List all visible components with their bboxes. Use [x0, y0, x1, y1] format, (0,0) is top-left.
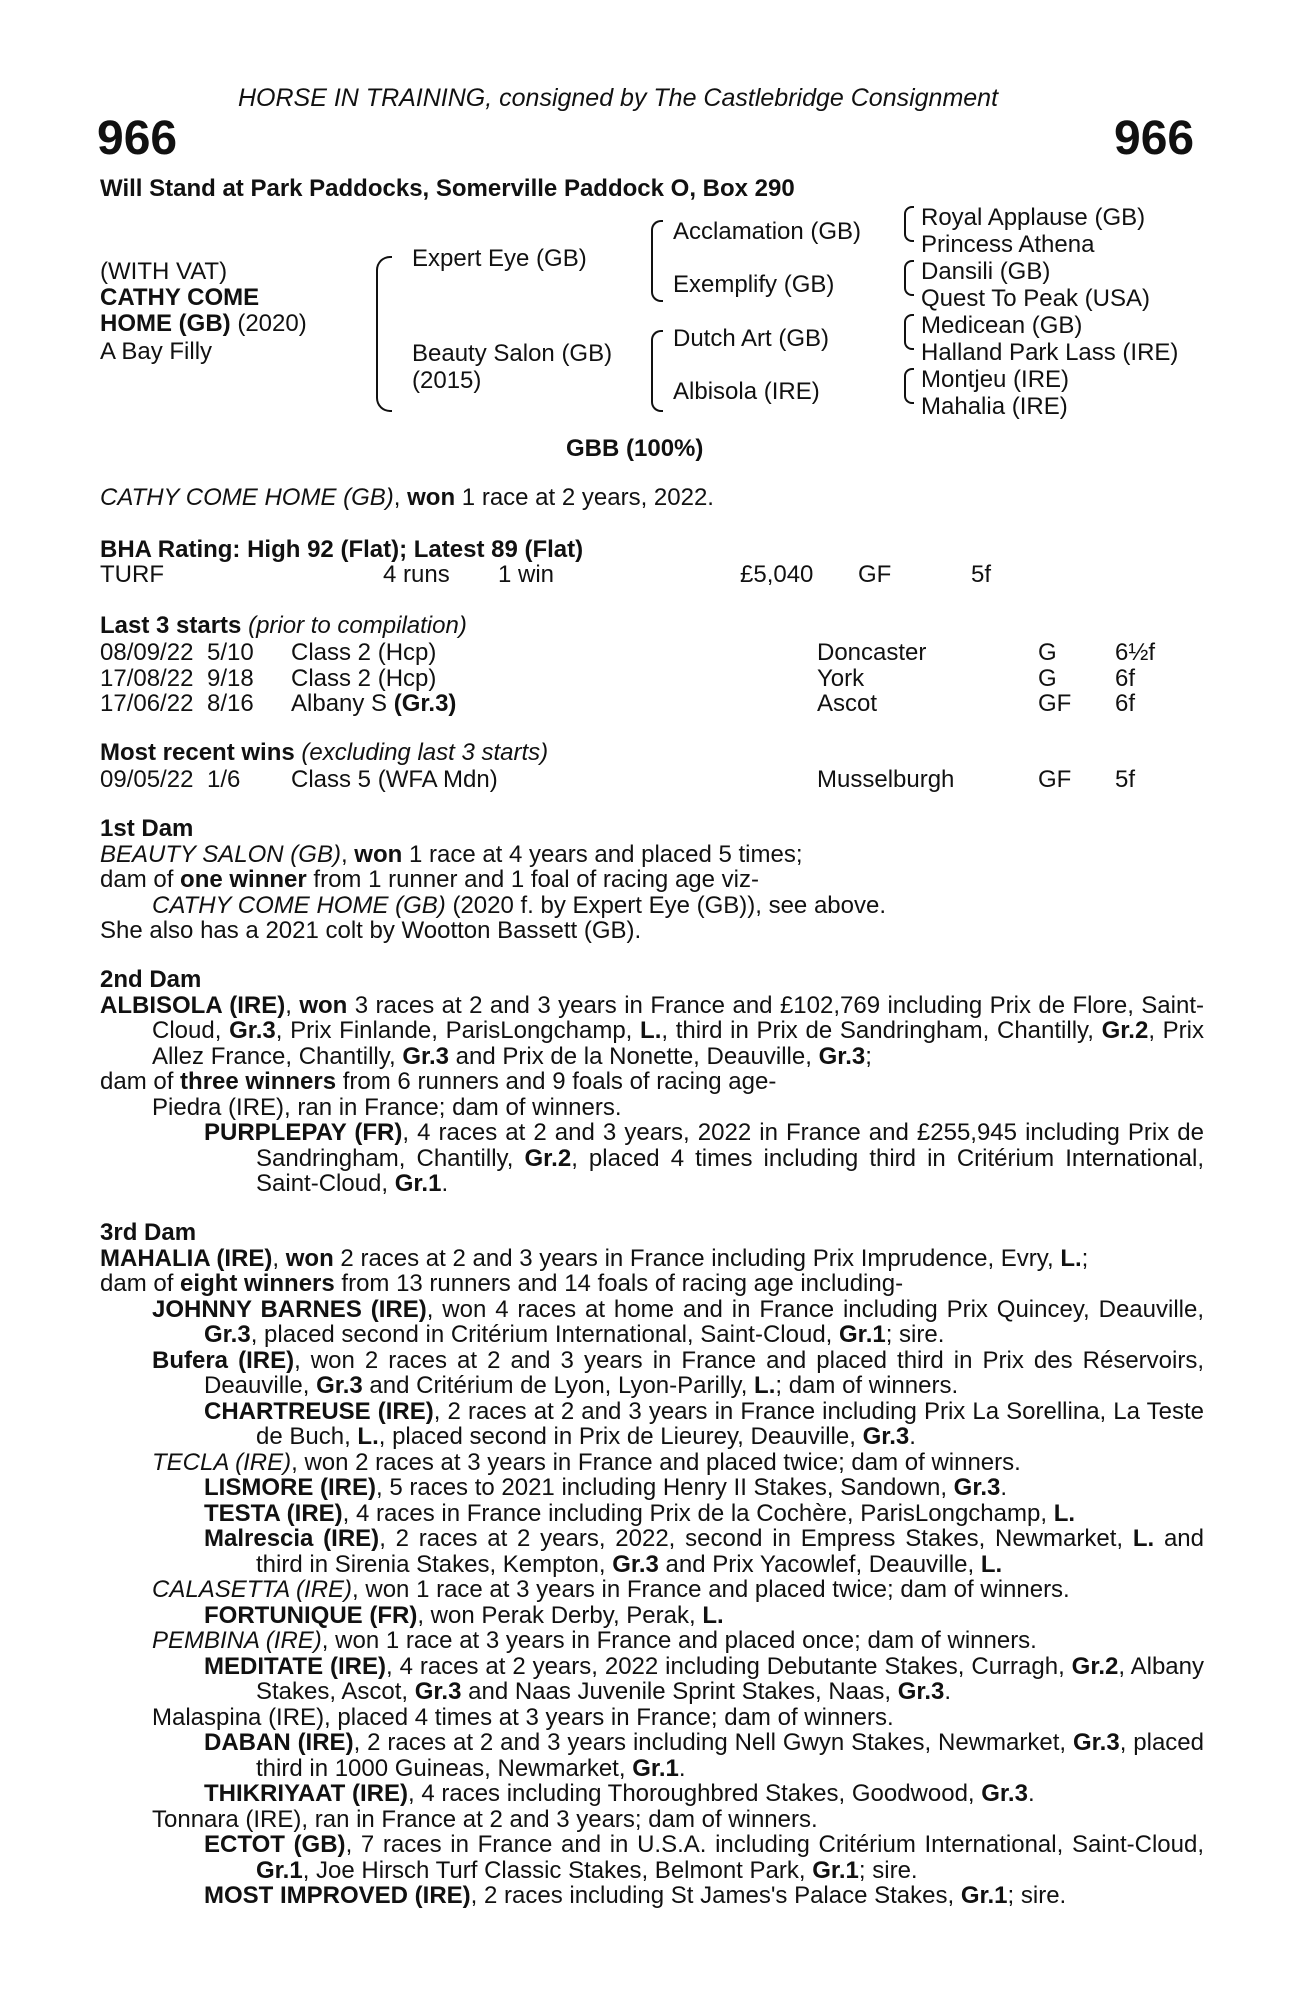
bufera-text-b: and Critérium de Lyon, Lyon-Parilly, [362, 1372, 755, 1399]
second-dam-won: won [299, 991, 348, 1019]
malrescia-text-c: and Prix Yacowlef, Deauville, [658, 1550, 981, 1578]
grade-label: Gr.1 [812, 1856, 859, 1884]
pembina-entry [100, 1628, 1204, 1654]
race-position: 1/6 [207, 766, 241, 793]
third-dam-text-b: ; [1081, 1244, 1089, 1272]
second-dam-text-c: , third in Prix de Sandringham, Chantilly, [661, 1017, 1102, 1044]
first-dam-section [100, 816, 1204, 944]
pembina-text: , won 1 race at 3 years in France and placed once; dam of winners. [321, 1627, 1037, 1654]
johnny-barnes-entry [100, 1297, 1204, 1348]
chartreuse-name: CHARTREUSE (IRE) [204, 1397, 434, 1425]
race-date: 17/08/22 [100, 664, 194, 692]
grade-label: Gr.1 [839, 1321, 886, 1348]
fortunique-name: FORTUNIQUE (FR) [204, 1601, 418, 1629]
third-dam-section [100, 1220, 1204, 1909]
thikriyaat-entry [100, 1781, 1204, 1807]
rating-prize: £5,040 [740, 561, 814, 588]
first-dam-record: 1 race at 4 years and placed 5 times; [402, 840, 803, 868]
brace-g56 [904, 314, 914, 350]
testa-text-a: , 4 races in France including Prix de la Cochère, ParisLongchamp, [342, 1499, 1054, 1527]
daban-text-b: , placed third in 1000 Guineas, Newmarket, [256, 1729, 1204, 1782]
first-dam-line3 [100, 893, 1204, 919]
second-dam-para4 [100, 1120, 1204, 1197]
second-dam-para2 [100, 1069, 1204, 1095]
last3-note: (prior to compilation) [241, 612, 467, 639]
first-dam-damof: dam of [100, 866, 181, 893]
lismore-entry [100, 1475, 1204, 1501]
daban-entry [100, 1730, 1204, 1781]
race-summary: CATHY COME HOME (GB), won 1 race at 2 years, 2022. [100, 484, 714, 511]
granddam-line-5: Medicean (GB) [921, 312, 1083, 339]
ectot-text-b: , Joe Hirsch Turf Classic Stakes, Belmont Park, [302, 1856, 813, 1884]
rating-row [100, 562, 1220, 588]
first-dam-won: won [354, 840, 403, 868]
race-course: York [817, 664, 865, 692]
dam: Beauty Salon (GB) [412, 340, 613, 367]
race-distance: 5f [1115, 766, 1136, 793]
bha-rating-title: BHA Rating: High 92 (Flat); Latest 89 (Flat) [100, 536, 584, 563]
grade-label: Gr.3 [981, 1780, 1028, 1807]
first-dam-line4: She also has a 2021 colt by Wootton Bassett (GB). [100, 917, 642, 944]
race-going: G [1038, 664, 1057, 692]
most-improved-name: MOST IMPROVED (IRE) [204, 1882, 471, 1909]
grade-label: Gr.3 [1072, 1729, 1120, 1756]
second-dam-para3: Piedra (IRE), ran in France; dam of winners. [152, 1093, 622, 1121]
third-dam-name: MAHALIA (IRE) [100, 1244, 273, 1272]
fortunique-text-a: , won Perak Derby, Perak, [417, 1601, 703, 1629]
third-dam-winners: eight winners [180, 1270, 335, 1297]
johnny-text-b: , placed second in Critérium International, Saint-Cloud, [250, 1321, 840, 1348]
second-dam-title: 2nd Dam [100, 966, 202, 993]
grade-label: Gr.3 [818, 1042, 866, 1070]
ectot-entry [100, 1832, 1204, 1883]
race-distance: 6½f [1115, 639, 1156, 666]
dam-year: (2015) [412, 367, 482, 394]
horse-year: (2020) [230, 310, 307, 337]
granddam-line-2: Princess Athena [921, 231, 1095, 258]
grade-label: Gr.1 [632, 1754, 679, 1782]
malrescia-text-b: and third in Sirenia Stakes, Kempton, [256, 1525, 1204, 1578]
second-dam-section [100, 967, 1204, 1197]
third-dam-para1: MAHALIA (IRE), won 2 races at 2 and 3 years in France including Prix Imprudence, Evry, L.; [100, 1244, 1089, 1272]
second-dam-name: ALBISOLA (IRE) [100, 991, 286, 1019]
first-dam-line1: BEAUTY SALON (GB), won 1 race at 4 years and placed 5 times; [100, 840, 803, 868]
third-dam-title: 3rd Dam [100, 1219, 197, 1246]
lot-number-right: 966 [1114, 112, 1195, 165]
chartreuse-text-b: , placed second in Prix de Lieurey, Deauville, [378, 1423, 863, 1450]
second-dam-text-b: , Prix Finlande, ParisLongchamp, [275, 1017, 641, 1044]
brace-sire-parents [651, 220, 663, 302]
race-class: Class 2 (Hcp) [291, 664, 437, 692]
meditate-text-b: , Albany Stakes, Ascot, [256, 1652, 1204, 1705]
grade-label: Gr.3 [953, 1474, 1001, 1501]
meditate-text-d: . [944, 1678, 952, 1705]
grade-label: Gr.1 [960, 1882, 1008, 1909]
grade-label: L. [640, 1017, 662, 1044]
recent-wins-title: Most recent wins [100, 739, 295, 766]
race-date: 17/06/22 [100, 690, 194, 717]
second-dam-text-d: , Prix Allez France, Chantilly, [152, 1017, 1205, 1070]
thikriyaat-text-b: . [1027, 1780, 1035, 1807]
johnny-barnes-name: JOHNNY BARNES (IRE) [152, 1295, 427, 1323]
dam-sire: Dutch Art (GB) [673, 325, 830, 352]
race-course: Doncaster [817, 639, 927, 666]
race-position: 5/10 [207, 639, 254, 666]
recent-wins-heading [100, 740, 548, 766]
rating-surface: TURF [100, 561, 164, 588]
race-course: Ascot [817, 690, 878, 717]
consignor-line: HORSE IN TRAINING, consigned by The Castlebridge Consignment [238, 84, 999, 112]
most-improved-text-a: , 2 races including St James's Palace Stakes, [470, 1882, 961, 1909]
chartreuse-text-a: , 2 races at 2 and 3 years in France including Prix La Sorellina, La Teste de Buch, [256, 1397, 1205, 1450]
first-dam-title: 1st Dam [100, 815, 194, 842]
second-dam-runners: from 6 runners and 9 foals of racing age- [336, 1068, 777, 1095]
bufera-entry [100, 1348, 1204, 1399]
grade-label: L. [980, 1550, 1003, 1578]
race-position: 8/16 [207, 690, 254, 717]
grade-label: Gr.3 [612, 1550, 659, 1578]
rating-distance: 5f [971, 561, 992, 588]
sire-dam: Exemplify (GB) [673, 271, 835, 298]
second-dam-damof: dam of [100, 1068, 181, 1095]
race-row [100, 767, 1220, 793]
brace-g12 [904, 206, 914, 242]
calasetta-text: , won 1 race at 3 years in France and placed twice; dam of winners. [352, 1576, 1070, 1603]
race-going: GF [1038, 690, 1072, 717]
race-going: GF [1038, 766, 1072, 793]
grade-label: Gr.2 [1071, 1652, 1119, 1680]
last3-heading [100, 613, 467, 639]
meditate-entry [100, 1654, 1204, 1705]
race-class: Class 5 (WFA Mdn) [291, 766, 498, 793]
grade-label: Gr.1 [394, 1170, 442, 1197]
race-position: 9/18 [207, 664, 254, 692]
horse-name-line1: CATHY COME [100, 284, 260, 311]
grade-label: Gr.3 [414, 1678, 462, 1705]
grade-label: L. [702, 1601, 724, 1629]
granddam-line-4: Quest To Peak (USA) [921, 285, 1150, 312]
summary-won: won [407, 484, 456, 511]
race-distance: 6f [1115, 664, 1136, 692]
malrescia-name: Malrescia (IRE) [204, 1525, 380, 1552]
first-dam-offspring-name: CATHY COME HOME (GB) [152, 891, 446, 919]
second-dam-text-a: 3 races at 2 and 3 years in France and £102,769 including Prix de Flore, Saint-Cloud, [152, 991, 1204, 1044]
purplepay-text-a: , 4 races at 2 and 3 years, 2022 in France and £255,945 including Prix de Sandringham, Chantilly, [256, 1119, 1204, 1172]
johnny-text-c: ; sire. [885, 1321, 945, 1348]
horse-name-line2 [100, 311, 307, 337]
race-class [291, 691, 456, 717]
grade-label: Gr.3 [897, 1678, 945, 1705]
grade-label: L. [357, 1423, 379, 1450]
horse-description: A Bay Filly [100, 338, 213, 365]
third-dam-para2 [100, 1271, 1204, 1297]
meditate-text-c: and Naas Juvenile Sprint Stakes, Naas, [461, 1678, 898, 1705]
vat-note: (WITH VAT) [100, 258, 228, 285]
first-dam-runners: from 1 runner and 1 foal of racing age viz- [306, 866, 759, 893]
granddam-line-8: Mahalia (IRE) [921, 393, 1068, 420]
lismore-text-a: , 5 races to 2021 including Henry II Stakes, Sandown, [376, 1474, 954, 1501]
bufera-text-a: , won 2 races at 2 and 3 years in France and placed third in Prix des Réservoirs, Deauville, [204, 1346, 1204, 1399]
second-dam-text-f: ; [865, 1042, 872, 1070]
brace-sire-dam [376, 256, 392, 412]
granddam-line-3: Dansili (GB) [921, 258, 1051, 285]
malrescia-text-a: , 2 races at 2 years, 2022, second in Empress Stakes, Newmarket, [379, 1525, 1133, 1552]
testa-name: TESTA (IRE) [204, 1499, 343, 1527]
grade-label: L. [754, 1372, 776, 1399]
daban-name: DABAN (IRE) [204, 1729, 354, 1756]
race-name: Albany S [291, 690, 394, 717]
tecla-entry [100, 1450, 1204, 1476]
first-dam-winners: one winner [180, 866, 307, 893]
race-distance: 6f [1115, 690, 1136, 717]
first-dam-line2 [100, 867, 1204, 893]
ectot-name: ECTOT (GB) [204, 1831, 346, 1858]
race-going: G [1038, 639, 1057, 666]
thikriyaat-text-a: , 4 races including Thoroughbred Stakes, Goodwood, [408, 1780, 982, 1807]
grade-label: Gr.2 [524, 1144, 572, 1172]
sire: Expert Eye (GB) [412, 245, 587, 272]
grade-label: L. [1053, 1499, 1076, 1527]
race-course: Musselburgh [817, 766, 955, 793]
lismore-name: LISMORE (IRE) [204, 1474, 376, 1501]
grade-label: Gr.2 [1101, 1017, 1149, 1044]
purplepay-name: PURPLEPAY (FR) [204, 1119, 403, 1146]
horse-name-part2: HOME (GB) [100, 310, 231, 337]
ectot-text-a: , 7 races in France and in U.S.A. including Critérium International, Saint-Cloud, [345, 1831, 1205, 1858]
johnny-text-a: , won 4 races at home and in France including Prix Quincey, Deauville, [426, 1295, 1204, 1323]
race-class: Class 2 (Hcp) [291, 639, 437, 666]
third-dam-damof: dam of [100, 1270, 181, 1297]
grade-label: Gr.1 [256, 1856, 303, 1884]
chartreuse-entry [100, 1399, 1204, 1450]
calasetta-entry [100, 1577, 1204, 1603]
lismore-text-b: . [1000, 1474, 1008, 1501]
purplepay-text-c: . [441, 1170, 449, 1197]
second-dam-para1: ALBISOLA (IRE), won 3 races at 2 and 3 years in France and £102,769 including Prix de Flore, Saint-Cloud, Gr.3, Prix Finlande, ParisLongchamp, L., third in Prix de Sandringham, Chantilly, Gr.2, Prix Allez France, Chantilly, Gr.3 and Prix de la Nonette, Deauville, Gr.3; [100, 991, 1205, 1070]
third-dam-runners: from 13 runners and 14 foals of racing age including- [334, 1270, 904, 1297]
sire-sire: Acclamation (GB) [673, 218, 862, 245]
rating-runs: 4 runs [383, 561, 450, 588]
granddam-line-1: Royal Applause (GB) [921, 204, 1146, 231]
summary-rest: 1 race at 2 years, 2022. [455, 484, 714, 511]
grade-label: Gr.3 [204, 1321, 251, 1348]
chartreuse-text-c: . [909, 1423, 916, 1450]
rating-wins: 1 win [498, 561, 555, 588]
malrescia-entry [100, 1526, 1204, 1577]
first-dam-offspring-detail: (2020 f. by Expert Eye (GB)), see above. [445, 891, 886, 919]
bufera-text-c: ; dam of winners. [775, 1372, 959, 1399]
granddam-line-7: Montjeu (IRE) [921, 366, 1070, 393]
grade-label: Gr.3 [316, 1372, 363, 1399]
purplepay-text-b: , placed 4 times including third in Critérium International, Saint-Cloud, [256, 1144, 1204, 1197]
thikriyaat-name: THIKRIYAAT (IRE) [204, 1780, 408, 1807]
daban-text-c: . [678, 1754, 686, 1782]
tecla-name: TECLA (IRE) [152, 1448, 292, 1476]
second-dam-text-e: and Prix de la Nonette, Deauville, [449, 1042, 819, 1070]
tecla-text: , won 2 races at 3 years in France and placed twice; dam of winners. [291, 1448, 1021, 1476]
daban-text-a: , 2 races at 2 and 3 years including Nell Gwyn Stakes, Newmarket, [353, 1729, 1073, 1756]
grade-label: (Gr.3) [393, 690, 457, 717]
brace-g78 [904, 368, 914, 404]
meditate-name: MEDITATE (IRE) [204, 1652, 386, 1680]
stand-line: Will Stand at Park Paddocks, Somerville Paddock O, Box 290 [100, 175, 795, 202]
fortunique-entry [100, 1603, 1204, 1629]
grade-label: Gr.3 [862, 1423, 910, 1450]
granddam-line-6: Halland Park Lass (IRE) [921, 339, 1179, 366]
recent-wins-note: (excluding last 3 starts) [294, 739, 549, 766]
race-date: 09/05/22 [100, 766, 194, 793]
lot-number-left: 966 [97, 112, 178, 165]
meditate-text-a: , 4 races at 2 years, 2022 including Debutante Stakes, Curragh, [386, 1652, 1072, 1680]
second-dam-winners: three winners [180, 1068, 337, 1095]
summary-horse-name: CATHY COME HOME (GB) [100, 484, 394, 511]
pembina-name: PEMBINA (IRE) [152, 1627, 322, 1654]
third-dam-text-a: 2 races at 2 and 3 years in France including Prix Imprudence, Evry, [333, 1244, 1061, 1272]
most-improved-text-b: ; sire. [1007, 1882, 1067, 1909]
brace-g34 [904, 260, 914, 296]
grade-label: L. [1060, 1244, 1082, 1272]
rating-going: GF [858, 561, 892, 588]
brace-dam-parents [651, 330, 663, 412]
calasetta-name: CALASETTA (IRE) [152, 1576, 353, 1603]
testa-entry [100, 1501, 1204, 1527]
malaspina-entry: Malaspina (IRE), placed 4 times at 3 years in France; dam of winners. [152, 1703, 894, 1731]
race-row [100, 691, 1220, 717]
last3-title: Last 3 starts [100, 612, 242, 639]
race-row [100, 640, 1220, 666]
race-row [100, 666, 1220, 692]
ectot-text-c: ; sire. [858, 1856, 918, 1884]
gbb-percentage: GBB (100%) [566, 435, 704, 462]
grade-label: Gr.3 [402, 1042, 450, 1070]
dam-dam: Albisola (IRE) [673, 378, 820, 405]
bufera-name: Bufera (IRE) [152, 1346, 295, 1374]
most-improved-entry [100, 1883, 1204, 1909]
tonnara-entry: Tonnara (IRE), ran in France at 2 and 3 years; dam of winners. [152, 1805, 818, 1833]
grade-label: L. [1132, 1525, 1155, 1552]
race-date: 08/09/22 [100, 639, 194, 666]
grade-label: Gr.3 [229, 1017, 276, 1044]
first-dam-name: BEAUTY SALON (GB) [100, 840, 341, 868]
third-dam-won: won [285, 1244, 334, 1272]
